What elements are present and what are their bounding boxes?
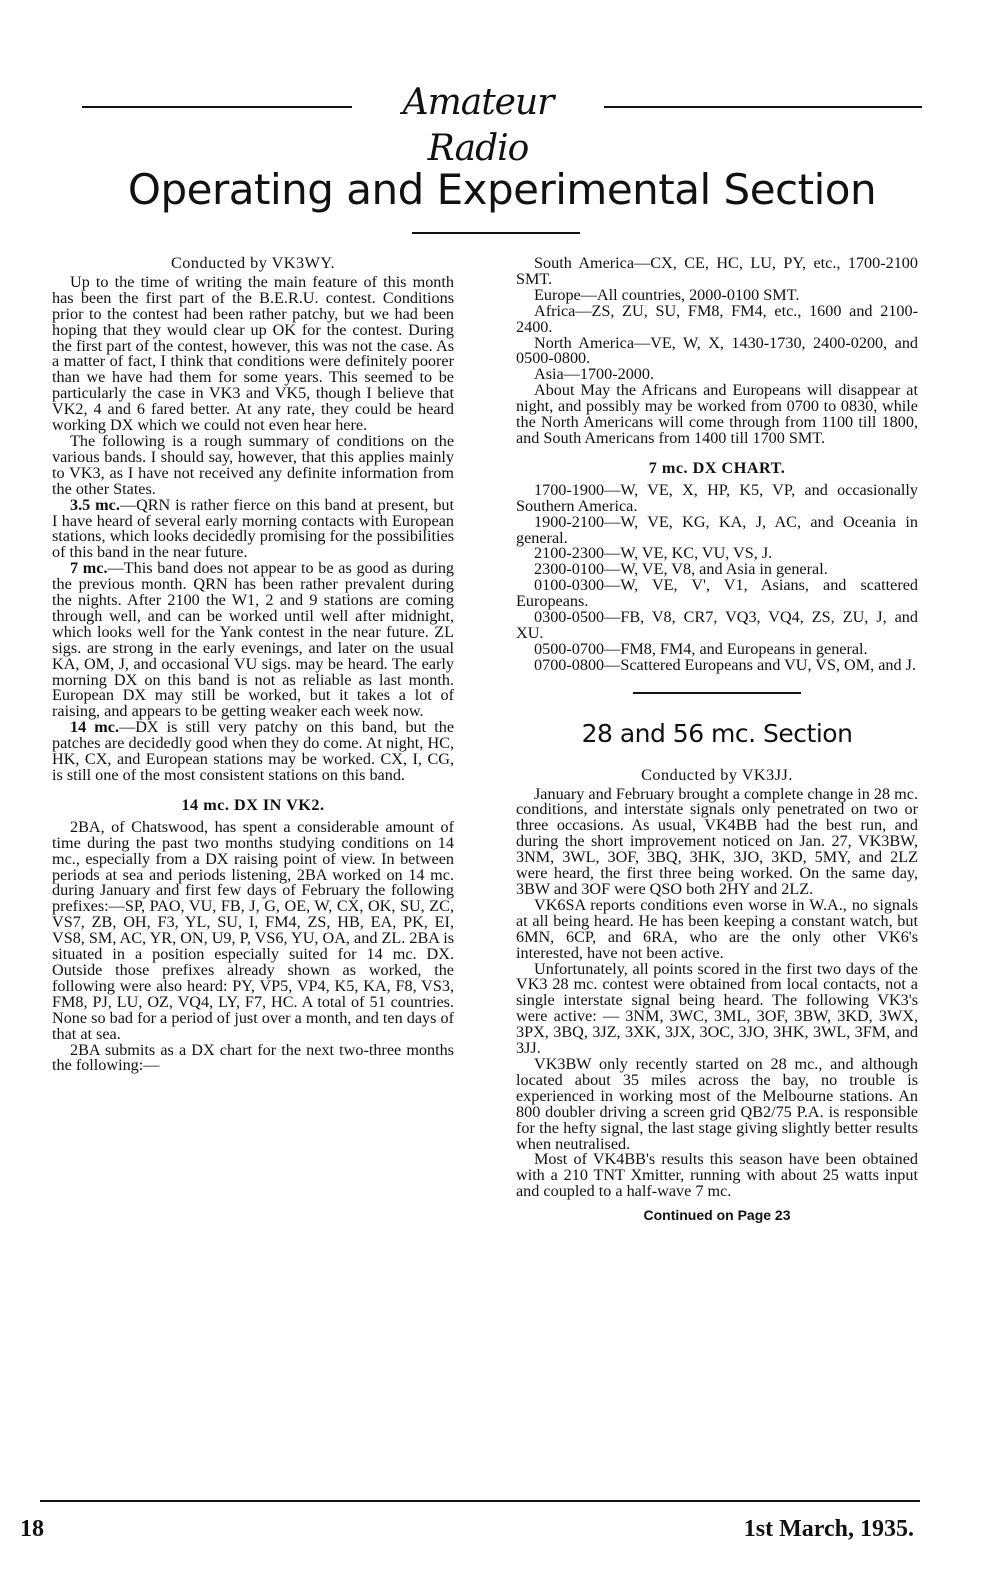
subhead-14mc-dx-vk2: 14 mc. DX IN VK2.: [181, 795, 325, 814]
chart-row: 1900-2100—W, VE, KG, KA, J, AC, and Oceania in general.: [516, 512, 918, 547]
paragraph-vk6sa: VK6SA reports conditions even worse in W.A., no signals at all being heard. He has been keeping a constant watch, but 6MN, 6CP, and 6RA, who are the only other VK6's interested, have not been active.: [516, 895, 918, 962]
section-divider: [633, 692, 801, 694]
paragraph-summary: The following is a rough summary of conditions on the various bands. I should say, however, that this applies mainly to VK3, as I have not received any definite information from the other States.: [52, 431, 454, 498]
chart-row: 0300-0500—FB, V8, CR7, VQ3, VQ4, ZS, ZU, J, and XU.: [516, 608, 918, 642]
band-label-7mc: 7 mc.: [70, 559, 108, 578]
dx-may-outlook: About May the Africans and Europeans will disappear at night, and possibly may be worked from 0700 to 0830, while the North Americans will come through from 1100 till 1800, and South Americans from 1400 till 1700 SMT.: [516, 381, 918, 447]
title-divider: [412, 232, 580, 234]
chart-row: 2300-0100—W, VE, V8, and Asia in general.: [534, 560, 828, 579]
paragraph-7mc: [52, 561, 454, 720]
masthead-rule-right: [604, 106, 922, 108]
byline-vk3wy: Conducted by VK3WY.: [170, 254, 336, 272]
chart-row: 0500-0700—FM8, FM4, and Europeans in general.: [534, 639, 868, 658]
page-number: 18: [20, 1516, 44, 1542]
subhead-7mc-dx-chart: 7 mc. DX CHART.: [648, 458, 786, 477]
paragraph-intro: Up to the time of writing the main feature of this month has been the first part of the B.E.R.U. contest. Conditions prior to the contest had been rather patchy, but we had been hoping that they would clear up OK for the contest. During the first part of the contest, however, this was not the case. As a matter of fact, I think that conditions were definitely poorer than we have had them for some years. This seemed to be particularly the case in VK3 and VK5, though I believe that VK2, 4 and 6 fared better. At any rate, they could be heard working DX which we could not even hear here.: [52, 272, 454, 435]
dx-south-america: South America—CX, CE, HC, LU, PY, etc., 1700-2100 SMT.: [516, 254, 918, 288]
chart-row: 0700-0800—Scattered Europeans and VU, VS, OM, and J.: [534, 655, 917, 674]
paragraph-3-5mc: [52, 495, 455, 562]
paragraph-14mc: [52, 720, 454, 784]
paragraph-2ba: 2BA, of Chatswood, has spent a considerable amount of time during the past two months studying conditions on 14 mc., especially from a DX raising point of view. In between periods at sea and periods listening, 2BA worked on 14 mc. during January and first few days of February the following prefixes:—SP, PAO, VU, FB, J, G, OE, W, CX, OK, SU, ZC, VS7, ZB, OH, F3, YL, SU, I, FM4, ZS, HB, EA, PK, EI, VS8, SM, AC, YR, ON, U9, P, VS6, YU, OA, and ZL. 2BA is situated in a position especially suited for 14 mc. DX. Outside those prefixes already shown as worked, the following were also heard: PY, VP5, VP4, K5, KA, F8, VS3, FM8, PJ, LU, OZ, VQ4, LY, F7, HC. A total of 51 countries. None so bad for a period of just over a month, and ten days of that at sea.: [52, 817, 454, 1043]
right-column: [516, 256, 918, 1224]
band-text-14mc: —DX is still very patchy on this band, but the patches are decidedly good when they do come. At night, HC, HK, CX, and European stations may be worked. CX, I, CG, is still one of the most consistent stations on this band.: [52, 718, 455, 784]
band-text-3-5mc: —QRN is rather fierce on this band at present, but I have heard of several early morning contacts with European stations, which looks decidedly promising for the possibilities of this band in the near future.: [52, 495, 455, 562]
dx-europe: Europe—All countries, 2000-0100 SMT.: [534, 285, 800, 304]
paragraph-28mc-conditions: January and February brought a complete change in 28 mc. conditions, and interstate signals only penetrated on two or three occasions. As usual, VK4BB had the best run, and during the short improvement noticed on Jan. 27, VK3BW, 3NM, 3WL, 3OF, 3BQ, 3HK, 3JO, 3KD, 5MY, and 2LZ were heard, the first three being worked. On the same day, 3BW and 3OF were QSO both 2HY and 2LZ.: [516, 784, 918, 898]
page-title: Operating and Experimental Section: [127, 165, 877, 214]
band-label-14mc: 14 mc.: [70, 718, 120, 737]
issue-date: 1st March, 1935.: [743, 1516, 914, 1542]
masthead: [82, 80, 922, 169]
dx-africa: Africa—ZS, ZU, SU, FM8, FM4, etc., 1600 and 2100-2400.: [516, 301, 918, 336]
continued-link: Continued on Page 23: [643, 1207, 791, 1224]
footer-rule: [40, 1500, 920, 1502]
band-text-7mc: —This band does not appear to be as good as during the previous month. QRN has been rather prevalent during the nights. After 2100 the W1, 2 and 9 stations are coming through well, and can be worked until well after midnight, which looks well for the Yank contest in the near future. ZL sigs. are strong in the early evenings, and later on the usual KA, OM, J, and occasional VU sigs. may be heard. The early morning DX on this band is not as reliable as last month. European DX may still be worked, but it takes a lot of raising, and appears to be getting weaker each week now.: [52, 559, 455, 721]
band-label-3-5mc: 3.5 mc.: [70, 495, 120, 514]
dx-asia: Asia—1700-2000.: [534, 365, 655, 384]
paragraph-vk4bb: Most of VK4BB's results this season have been obtained with a 210 TNT Xmitter, running with about 25 watts input and coupled to a half-wave 7 mc.: [516, 1150, 918, 1201]
chart-row: 0100-0300—W, VE, V', V1, Asians, and scattered Europeans.: [516, 576, 918, 611]
left-column: [52, 256, 454, 1074]
masthead-rule-left: [82, 106, 352, 108]
chart-row: 2100-2300—W, VE, KC, VU, VS, J.: [534, 544, 773, 563]
masthead-logo: Amateur Radio: [402, 82, 554, 169]
paragraph-vk3-contest: Unfortunately, all points scored in the first two days of the VK3 28 mc. contest were obtained from local contacts, not a single interstate signal being heard. The following VK3's were active: — 3NM, 3WC, 3ML, 3OF, 3BW, 3KD, 3WX, 3PX, 3BQ, 3JZ, 3XK, 3JX, 3OC, 3JO, 3HK, 3WL, 3FM, and 3JJ.: [516, 959, 918, 1058]
section-title-28-56mc: 28 and 56 mc. Section: [581, 718, 853, 748]
chart-row: 1700-1900—W, VE, X, HP, K5, VP, and occasionally Southern America.: [516, 480, 918, 515]
dx-north-america: North America—VE, W, X, 1430-1730, 2400-0200, and 0500-0800.: [516, 333, 918, 368]
paragraph-2ba-chart: 2BA submits as a DX chart for the next two-three months the following:—: [52, 1040, 454, 1075]
paragraph-vk3bw: VK3BW only recently started on 28 mc., and although located about 35 miles across the bay, no trouble is experienced in working most of the Melbourne stations. An 800 doubler driving a screen grid QB2/75 P.A. is responsible for the hefty signal, the last stage giving slightly better results when neutralised.: [516, 1054, 918, 1153]
byline-vk3jj: Conducted by VK3JJ.: [641, 765, 793, 784]
